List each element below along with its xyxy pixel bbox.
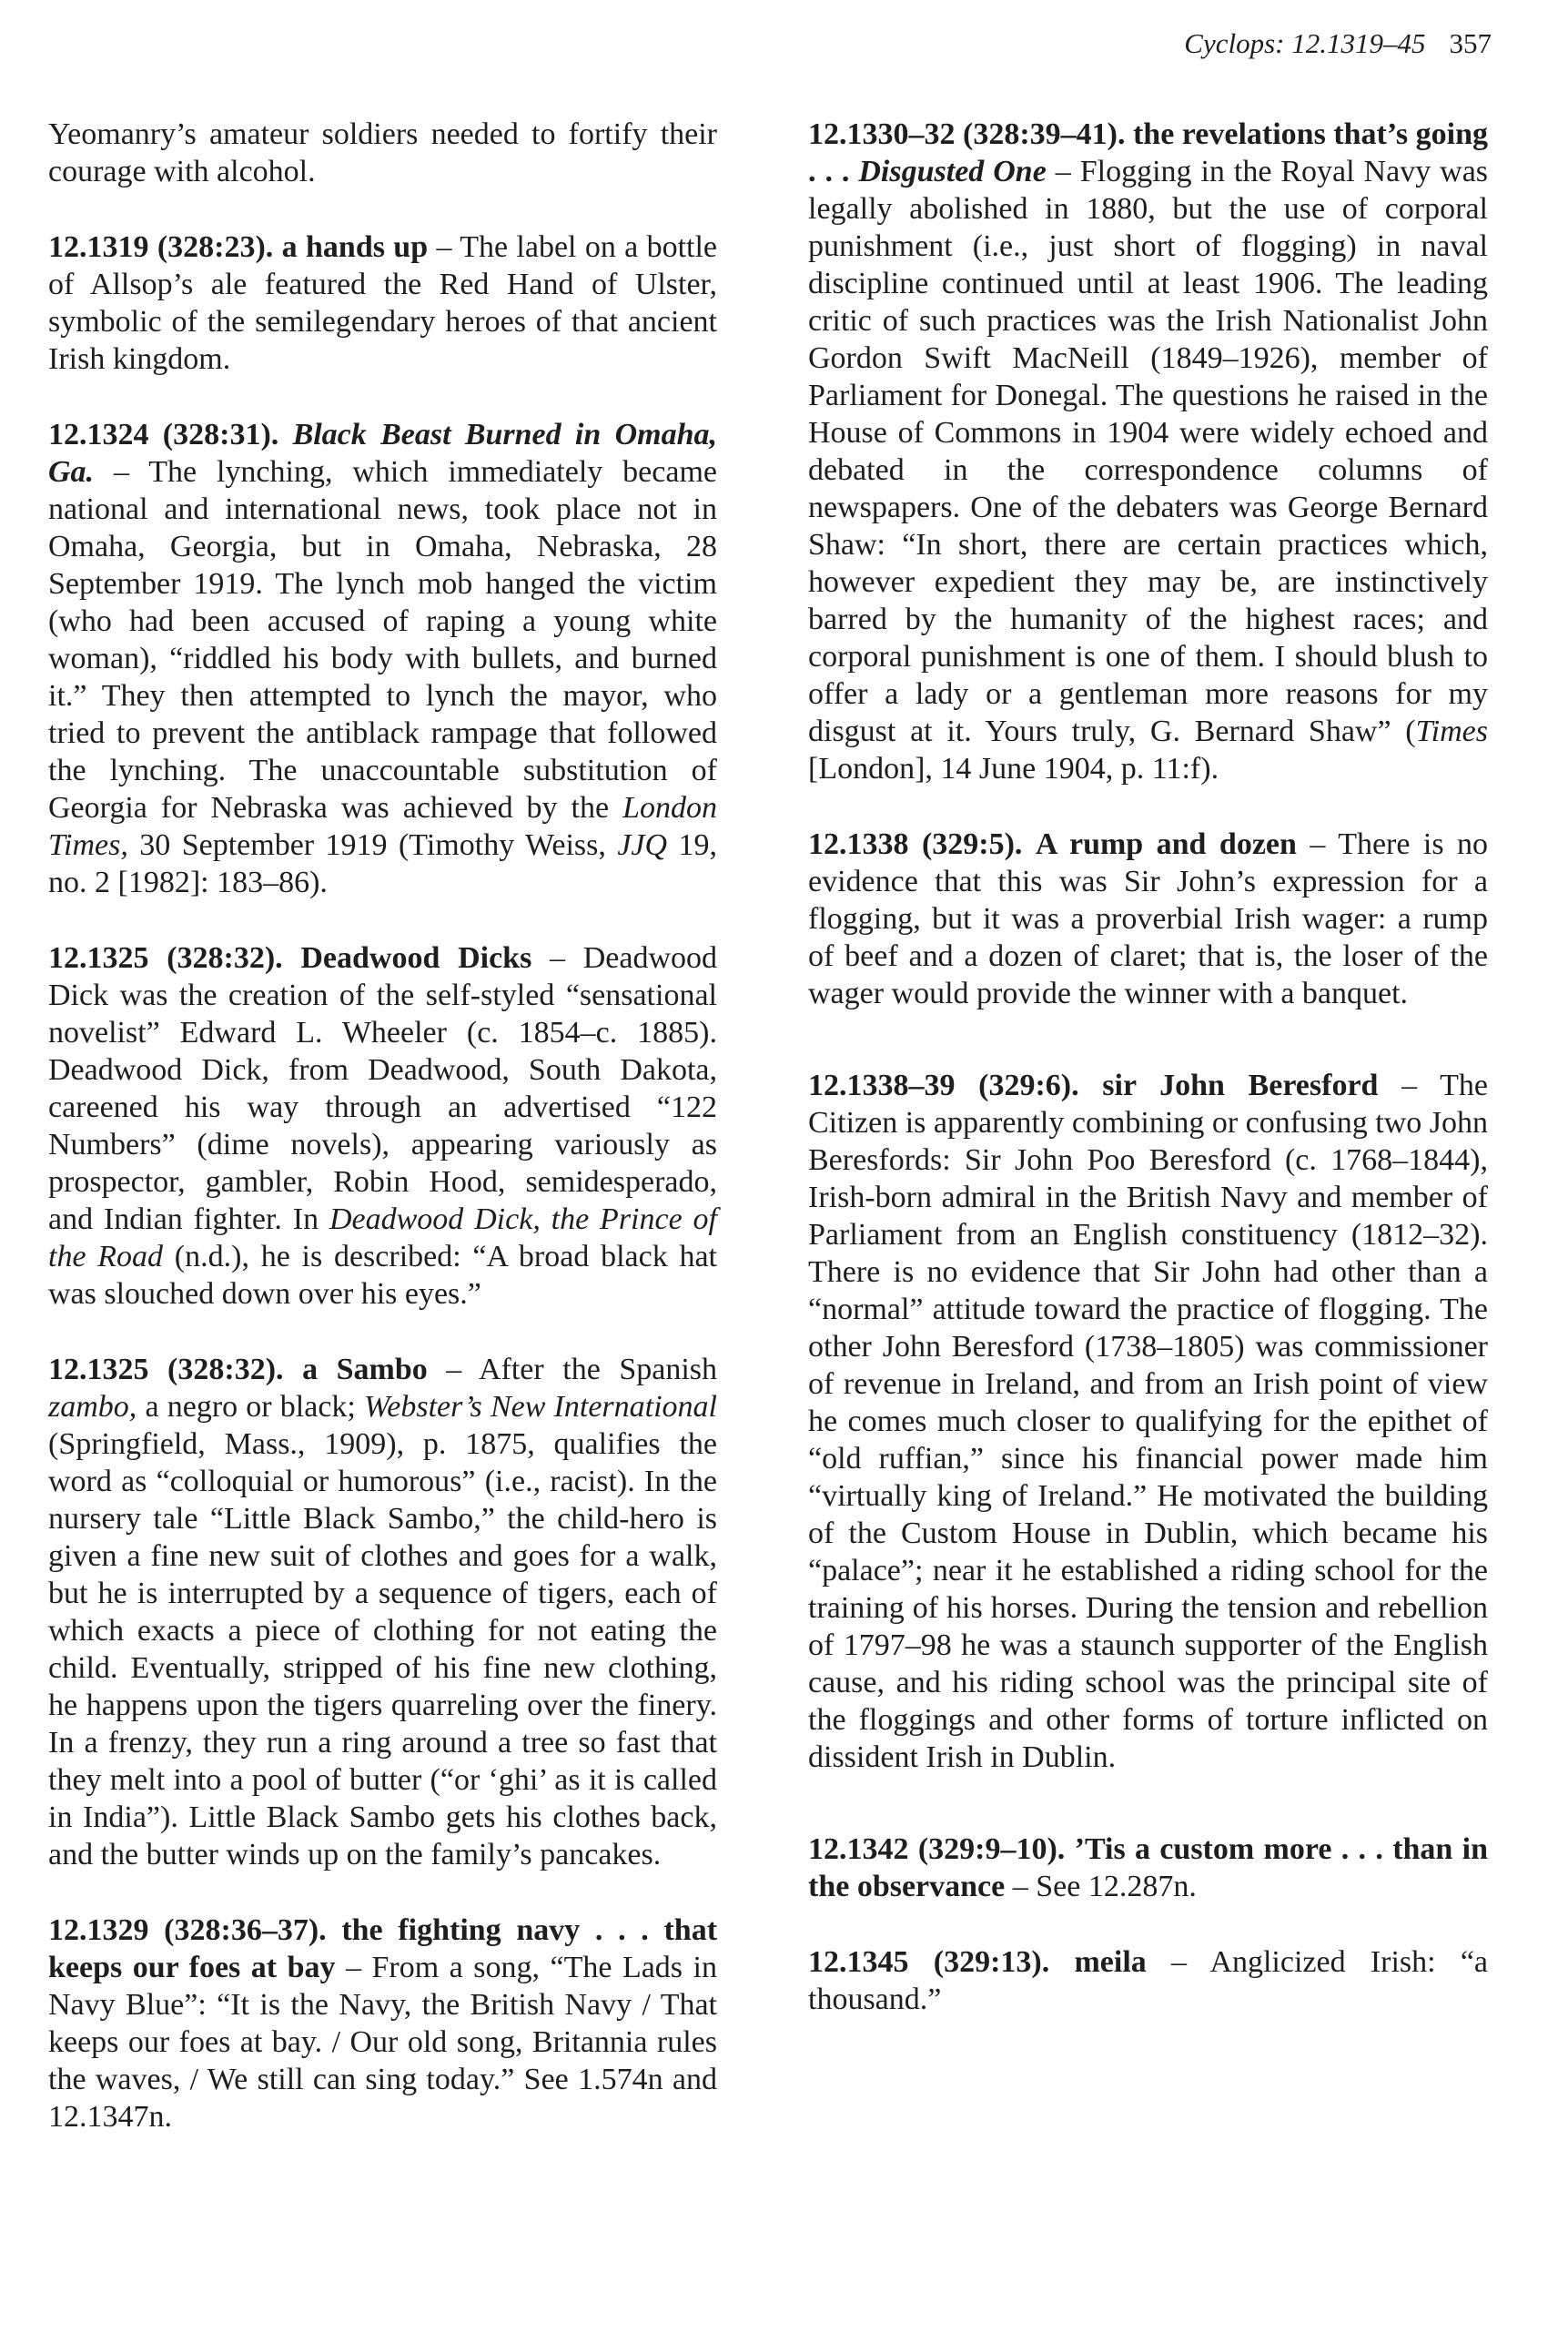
- entry-italic-title: zambo,: [48, 1390, 137, 1424]
- entry-lemma: ’Tis a custom more . . . than in the observance: [808, 1832, 1489, 1903]
- entry-body: The label on a bottle of Allsop’s ale featured the Red Hand of Ulster, symbolic of the semilegendary heroes of that ancient Irish kingdom.: [48, 230, 718, 376]
- entry-reference: 12.1325 (328:32).: [48, 1353, 284, 1386]
- entry-lemma: Deadwood Dicks: [300, 941, 532, 975]
- entry-lemma: Black Beast Burned in Omaha, Ga.: [48, 418, 717, 489]
- entry-body: The lynching, which immediately became national and international news, took place not in Omaha, Georgia, but in Omaha, Nebraska, 28 September 1919. The lynch mob hanged the victim (who had been accused of raping a young white woman), “riddled his body with bullets, and burned it.” They then attempted to lynch the mayor, who tried to prevent the antiblack rampage that followed the lynching. The unaccountable substitution of Georgia for Nebraska was achieved by the: [48, 455, 717, 825]
- entry-reference: 12.1338 (329:5).: [808, 827, 1023, 861]
- entry-body: After the Spanish: [478, 1353, 718, 1386]
- entry-body: 30 September 1919 (Timothy Weiss,: [127, 828, 618, 862]
- entry-italic-title: Times: [1415, 715, 1488, 748]
- annotation-entry-1325-sambo: 12.1325 (328:32). a Sambo – After the Spanish zambo, a negro or black; Webster’s New International (Springfield, Mass., 1909), p. 1875, qualifies the word as “colloquial or humorous” (i.e., racist). In the nursery tale “Little Black Sambo,” the child-hero is given a fine new suit of clothes and goes for a walk, but he is interrupted by a sequence of tigers, each of which exacts a piece of clothing for not eating the child. Eventually, stripped of his fine new clothing, he happens upon the tigers quarreling over the finery. In a frenzy, they run a ring around a tree so fast that they melt into a pool of butter (“or ‘ghi’ as it is called in India”). Little Black Sambo gets his clothes back, and the butter winds up on the family’s pancakes.: [48, 1353, 718, 1871]
- entry-body: See 12.287n.: [1036, 1870, 1197, 1903]
- entry-lemma-italic: Disgusted One: [858, 155, 1047, 188]
- entry-lemma: the fighting navy . . . that keeps our foes at bay: [48, 1913, 718, 1984]
- left-column: [48, 116, 717, 2174]
- entry-lemma: a hands up: [281, 230, 429, 264]
- running-header-title: Cyclops: 12.1319–45: [1184, 27, 1426, 59]
- entry-reference: 12.1319 (328:23).: [48, 230, 274, 264]
- annotation-entry-1345: 12.1345 (329:13). meila – Anglicized Irish: “a thousand.”: [808, 1945, 1489, 2016]
- entry-italic-title: Webster’s New International: [364, 1390, 717, 1424]
- annotation-entry-1330: 12.1330–32 (328:39–41). the revelations that’s going . . . Disgusted One – Flogging in the Royal Navy was legally abolished in 1880, but the use of corporal punishment (i.e., just short of flogging) in naval discipline continued until at least 1906. The leading critic of such practices was the Irish Nationalist John Gordon Swift MacNeill (1849–1926), member of Parliament for Donegal. The questions he raised in the House of Commons in 1904 were widely echoed and debated in the correspondence columns of newspapers. One of the debaters was George Bernard Shaw: “In short, there are certain practices which, however expedient they may be, are instinctively barred by the humanity of the highest races; and corporal punishment is one of them. I should blush to offer a lady or a gentleman more reasons for my disgust at it. Yours truly, G. Bernard Shaw” (Times [London], 14 June 1904, p. 11:f).: [808, 117, 1489, 786]
- entry-body: The Citizen is apparently combining or confusing two John Beresfords: Sir John Poo Beresford (c. 1768–1844), Irish-born admiral in the British Navy and member of Parliament from an English constituency (1812–32). There is no evidence that Sir John had other than a “normal” attitude toward the practice of flogging. The other John Beresford (1738–1805) was commissioner of revenue in Ireland, and from an Irish point of view he comes much closer to qualifying for the epithet of “old ruffian,” since his financial power made him “virtually king of Ireland.” He motivated the building of the Custom House in Dublin, which became his “palace”; near it he established a riding school for the training of his horses. During the tension and rebellion of 1797–98 he was a staunch supporter of the English cause, and his riding school was the principal site of the floggings and other forms of torture inflicted on dissident Irish in Dublin.: [808, 1069, 1489, 1774]
- entry-body: Deadwood Dick was the creation of the self-styled “sensational novelist” Edward L. Wheeler (c. 1854–c. 1885). Deadwood Dick, from Deadwood, South Dakota, careened his way through an advertised “122 Numbers” (dime novels), appearing variously as prospector, gambler, Robin Hood, semidesperado, and Indian fighter. In: [48, 941, 718, 1236]
- entry-reference: 12.1342 (329:9–10).: [808, 1832, 1066, 1866]
- entry-reference: 12.1329 (328:36–37).: [48, 1913, 327, 1947]
- entry-body: (n.d.), he is described: “A broad black hat was slouched down over his eyes.”: [48, 1240, 717, 1311]
- entry-italic-title: Deadwood Dick, the Prince of the Road: [48, 1202, 717, 1273]
- annotation-entry-1324: 12.1324 (328:31). Black Beast Burned in Omaha, Ga. – The lynching, which immediately became national and international news, took place not in Omaha, Georgia, but in Omaha, Nebraska, 28 September 1919. The lynch mob hanged the victim (who had been accused of raping a young white woman), “riddled his body with bullets, and burned it.” They then attempted to lynch the mayor, who tried to prevent the antiblack rampage that followed the lynching. The unaccountable substitution of Georgia for Nebraska was achieved by the London Times, 30 September 1919 (Timothy Weiss, JJQ 19, no. 2 [1982]: 183–86).: [48, 418, 718, 899]
- annotation-entry-1338: 12.1338 (329:5). A rump and dozen – There is no evidence that this was Sir John’s expression for a flogging, but it was a proverbial Irish wager: a rump of beef and a dozen of claret; that is, the loser of the wager would provide the winner with a banquet.: [808, 827, 1489, 1010]
- annotation-entry-1329: 12.1329 (328:36–37). the fighting navy . . . that keeps our foes at bay – From a song, “The Lads in Navy Blue”: “It is the Navy, the British Navy / That keeps our foes at bay. / Our old song, Britannia rules the waves, / We still can sing today.” See 1.574n and 12.1347n.: [48, 1913, 718, 2134]
- entry-lemma: a Sambo: [302, 1353, 428, 1386]
- continued-paragraph: Yeomanry’s amateur soldiers needed to fortify their courage with alcohol.: [48, 117, 717, 188]
- entry-reference: 12.1324 (328:31).: [48, 418, 279, 451]
- entry-lemma: the revelations that’s going . . .: [808, 117, 1489, 188]
- annotation-entry-1338-39: 12.1338–39 (329:6). sir John Beresford – The Citizen is apparently combining or confusing two John Beresfords: Sir John Poo Beresford (c. 1768–1844), Irish-born admiral in the British Navy and member of Parliament from an English constituency (1812–32). There is no evidence that Sir John had other than a “normal” attitude toward the practice of flogging. The other John Beresford (1738–1805) was commissioner of revenue in Ireland, and from an Irish point of view he comes much closer to qualifying for the epithet of “old ruffian,” since his financial power made him “virtually king of Ireland.” He motivated the building of the Custom House in Dublin, which became his “palace”; near it he established a riding school for the training of his horses. During the tension and rebellion of 1797–98 he was a staunch supporter of the English cause, and his riding school was the principal site of the floggings and other forms of torture inflicted on dissident Irish in Dublin.: [808, 1069, 1489, 1774]
- entry-italic-title: JJQ: [617, 828, 668, 862]
- entry-body: 19, no. 2 [1982]: 183–86).: [48, 828, 718, 899]
- annotation-entry-1342: 12.1342 (329:9–10). ’Tis a custom more . . . than in the observance – See 12.287n.: [808, 1832, 1489, 1903]
- page-number: 357: [1449, 27, 1492, 59]
- entry-body: a negro or black;: [137, 1390, 365, 1424]
- entry-reference: 12.1338–39 (329:6).: [808, 1069, 1079, 1102]
- entry-lemma: A rump and dozen: [1035, 827, 1297, 861]
- right-column: [808, 116, 1488, 2056]
- entry-lemma: meila: [1074, 1945, 1147, 1979]
- entry-body: (Springfield, Mass., 1909), p. 1875, qualifies the word as “colloquial or humorous” (i.e., racist). In the nursery tale “Little Black Sambo,” the child-hero is given a fine new suit of clothes and goes for a walk, but he is interrupted by a sequence of tigers, each of which exacts a piece of clothing for not eating the child. Eventually, stripped of his fine new clothing, he happens upon the tigers quarreling over the finery. In a frenzy, they run a ring around a tree so fast that they melt into a pool of butter (“or ‘ghi’ as it is called in India”). Little Black Sambo gets his clothes back, and the butter winds up on the family’s pancakes.: [48, 1427, 717, 1871]
- entry-body: There is no evidence that this was Sir John’s expression for a flogging, but it was a proverbial Irish wager: a rump of beef and a dozen of claret; that is, the loser of the wager would provide the winner with a banquet.: [808, 827, 1489, 1010]
- entry-reference: 12.1330–32 (328:39–41).: [808, 117, 1126, 151]
- entry-body: From a song, “The Lads in Navy Blue”: “It is the Navy, the British Navy / That keeps our foes at bay. / Our old song, Britannia rules the waves, / We still can sing today.” See 1.574n and 12.1347n.: [48, 1951, 717, 2134]
- entry-reference: 12.1345 (329:13).: [808, 1945, 1050, 1979]
- running-header: [1184, 27, 1492, 60]
- entry-body: Flogging in the Royal Navy was legally abolished in 1880, but the use of corporal punishment (i.e., just short of flogging) in naval discipline continued until at least 1906. The leading critic of such practices was the Irish Nationalist John Gordon Swift MacNeill (1849–1926), member of Parliament for Donegal. The questions he raised in the House of Commons in 1904 were widely echoed and debated in the correspondence columns of newspapers. One of the debaters was George Bernard Shaw: “In short, there are certain practices which, however expedient they may be, are instinctively barred by the humanity of the highest races; and corporal punishment is one of them. I should blush to offer a lady or a gentleman more reasons for my disgust at it. Yours truly, G. Bernard Shaw” (: [808, 155, 1489, 748]
- entry-italic-title: London Times,: [48, 791, 717, 862]
- entry-lemma: sir John Beresford: [1102, 1069, 1379, 1102]
- annotation-entry-1319: 12.1319 (328:23). a hands up – The label on a bottle of Allsop’s ale featured the Red Hand of Ulster, symbolic of the semilegendary heroes of that ancient Irish kingdom.: [48, 230, 718, 376]
- entry-reference: 12.1325 (328:32).: [48, 941, 283, 975]
- entry-body: [London], 14 June 1904, p. 11:f).: [808, 752, 1219, 786]
- entry-body: Anglicized Irish: “a thousand.”: [808, 1945, 1489, 2016]
- annotation-entry-1325-deadwood: 12.1325 (328:32). Deadwood Dicks – Deadwood Dick was the creation of the self-styled “sensational novelist” Edward L. Wheeler (c. 1854–c. 1885). Deadwood Dick, from Deadwood, South Dakota, careened his way through an advertised “122 Numbers” (dime novels), appearing variously as prospector, gambler, Robin Hood, semidesperado, and Indian fighter. In Deadwood Dick, the Prince of the Road (n.d.), he is described: “A broad black hat was slouched down over his eyes.”: [48, 941, 718, 1311]
